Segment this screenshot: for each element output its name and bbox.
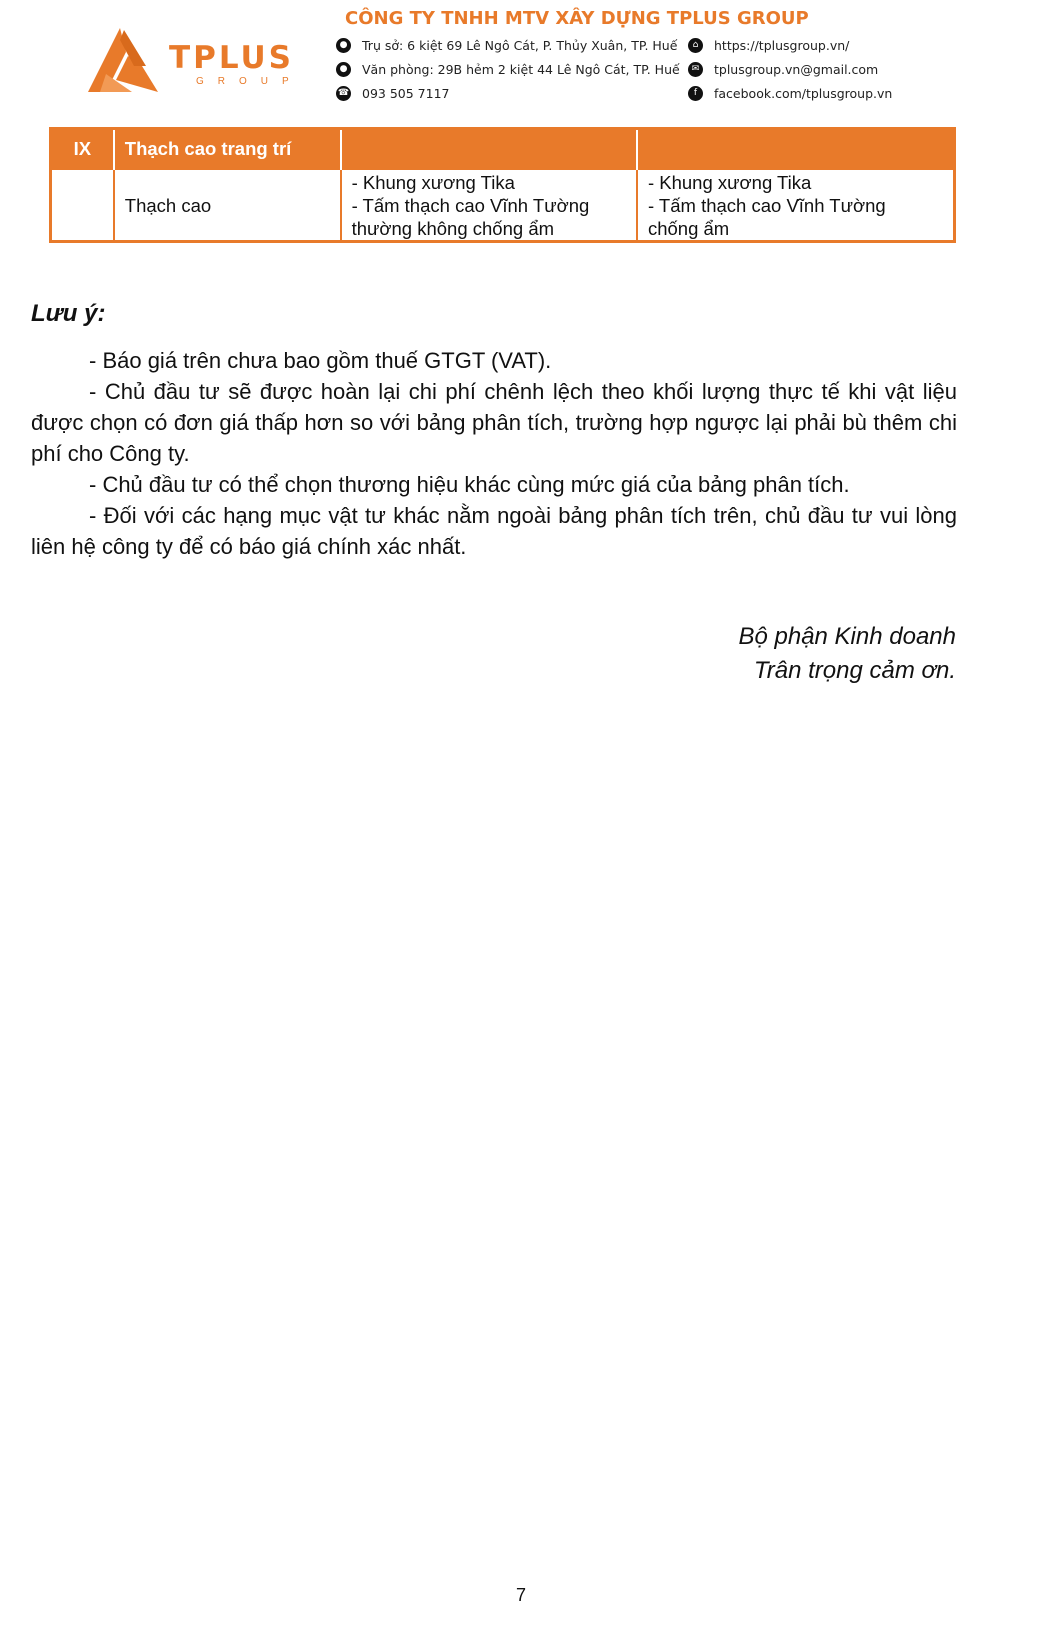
note-item: - Đối với các hạng mục vật tư khác nằm ngoài bảng phân tích trên, chủ đầu tư vui lòng liên hệ công ty để có báo giá chính xác nhất. [31, 503, 957, 559]
company-logo [86, 26, 326, 106]
website-link[interactable]: https://tplusgroup.vn/ [714, 38, 850, 53]
page-number: 7 [515, 1585, 526, 1605]
note-item: - Chủ đầu tư sẽ được hoàn lại chi phí chênh lệch theo khối lượng thực tế khi vật liệu được chọn có đơn giá thấp hơn so với bảng phân tích, trường hợp ngược lại phải bù thêm chi phí cho Công ty. [31, 379, 957, 466]
company-name: CÔNG TY TNHH MTV XÂY DỰNG TPLUS GROUP [345, 8, 809, 29]
email-link[interactable]: tplusgroup.vn@gmail.com [714, 62, 879, 77]
facebook-link[interactable]: facebook.com/tplusgroup.vn [714, 86, 893, 101]
office-text: Văn phòng: 29B hẻm 2 kiệt 44 Lê Ngô Cát, TP. Huế [362, 62, 680, 77]
header-cell-empty [341, 129, 637, 170]
home-icon: ⌂ [688, 38, 703, 53]
letterhead [0, 0, 1042, 120]
head-office-text: Trụ sở: 6 kiệt 69 Lê Ngô Cát, P. Thủy Xuân, TP. Huế [362, 38, 678, 53]
option-b-line: - Tấm thạch cao Vĩnh Tường [647, 194, 886, 216]
email-line [688, 62, 878, 77]
location-icon: ● [336, 62, 351, 77]
department-name: Bộ phận Kinh doanh [738, 623, 956, 650]
website-line [688, 38, 849, 53]
location-icon: ● [336, 38, 351, 53]
header-cell-empty [637, 129, 955, 170]
section-number: IX [51, 129, 114, 170]
phone-text: 093 505 7117 [362, 86, 450, 101]
material-table [49, 127, 956, 243]
tplus-logo-mark-icon [86, 26, 166, 96]
thanks-text: Trân trọng cảm ơn. [753, 657, 956, 684]
option-a-line: thường không chống ẩm [351, 217, 555, 239]
facebook-icon: f [688, 86, 703, 101]
phone-line [336, 86, 449, 101]
logo-wordmark: TPLUS [169, 40, 295, 76]
signoff [738, 620, 956, 688]
note-item: - Chủ đầu tư có thể chọn thương hiệu khác cùng mức giá của bảng phân tích. [89, 472, 850, 497]
logo-subtext: GROUP [196, 76, 303, 87]
facebook-line [688, 86, 892, 101]
office-line [336, 62, 680, 77]
note-item: - Báo giá trên chưa bao gồm thuế GTGT (VAT). [89, 348, 552, 373]
notes-title: Lưu ý: [31, 300, 106, 327]
row-number-empty [51, 169, 114, 242]
mail-icon: ✉ [688, 62, 703, 77]
option-b-cell [637, 169, 955, 242]
head-office-line [336, 38, 677, 53]
phone-icon: ☎ [336, 86, 351, 101]
option-a-cell [341, 169, 637, 242]
option-a-line: - Tấm thạch cao Vĩnh Tường [351, 194, 590, 216]
table-row [51, 169, 955, 242]
section-header-row [51, 129, 955, 170]
option-b-line: - Khung xương Tika [647, 171, 812, 193]
option-a-line: - Khung xương Tika [351, 171, 515, 193]
section-title: Thạch cao trang trí [114, 129, 341, 170]
notes-list [31, 345, 957, 562]
item-name: Thạch cao [114, 169, 341, 242]
option-b-line: chống ẩm [647, 217, 730, 239]
